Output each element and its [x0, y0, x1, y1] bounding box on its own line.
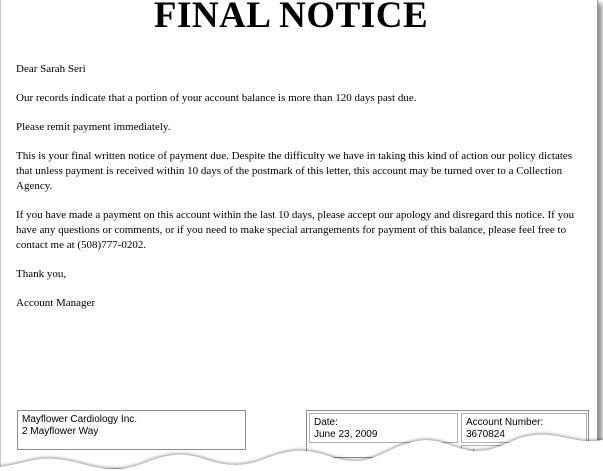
- paragraph-contact: If you have made a payment on this account within the last 10 days, please accept our apology and disregard this notice. If you have any questions or comments, or if you need to make special arrangements for payment of this balance, please feel free to contact me at (508)777-0202.: [16, 209, 575, 251]
- account-number-label: Account Number:: [466, 417, 544, 428]
- paragraph-final-notice: This is your final written notice of payment due. Despite the difficulty we have in taking this kind of action our policy dictates that unless payment is received within 10 days of the postmark of this letter, this account may be turned over to a Collection Agency.: [16, 150, 573, 192]
- date-label: Date:: [314, 417, 338, 428]
- account-number-value: 3670824: [466, 429, 505, 440]
- company-name: Mayflower Cardiology Inc.: [22, 414, 138, 425]
- page-title: FINAL NOTICE: [153, 0, 429, 36]
- torn-edge: [0, 415, 603, 471]
- closing: Thank you,: [16, 268, 67, 280]
- letter-body: [16, 62, 586, 325]
- paragraph-past-due: Our records indicate that a portion of your account balance is more than 120 days past due.: [16, 92, 417, 104]
- salutation: Dear Sarah Seri: [16, 63, 86, 75]
- date-value: June 23, 2009: [314, 429, 378, 440]
- signature: Account Manager: [16, 297, 96, 309]
- company-address: 2 Mayflower Way: [22, 426, 99, 437]
- paragraph-remit: Please remit payment immediately.: [16, 121, 171, 133]
